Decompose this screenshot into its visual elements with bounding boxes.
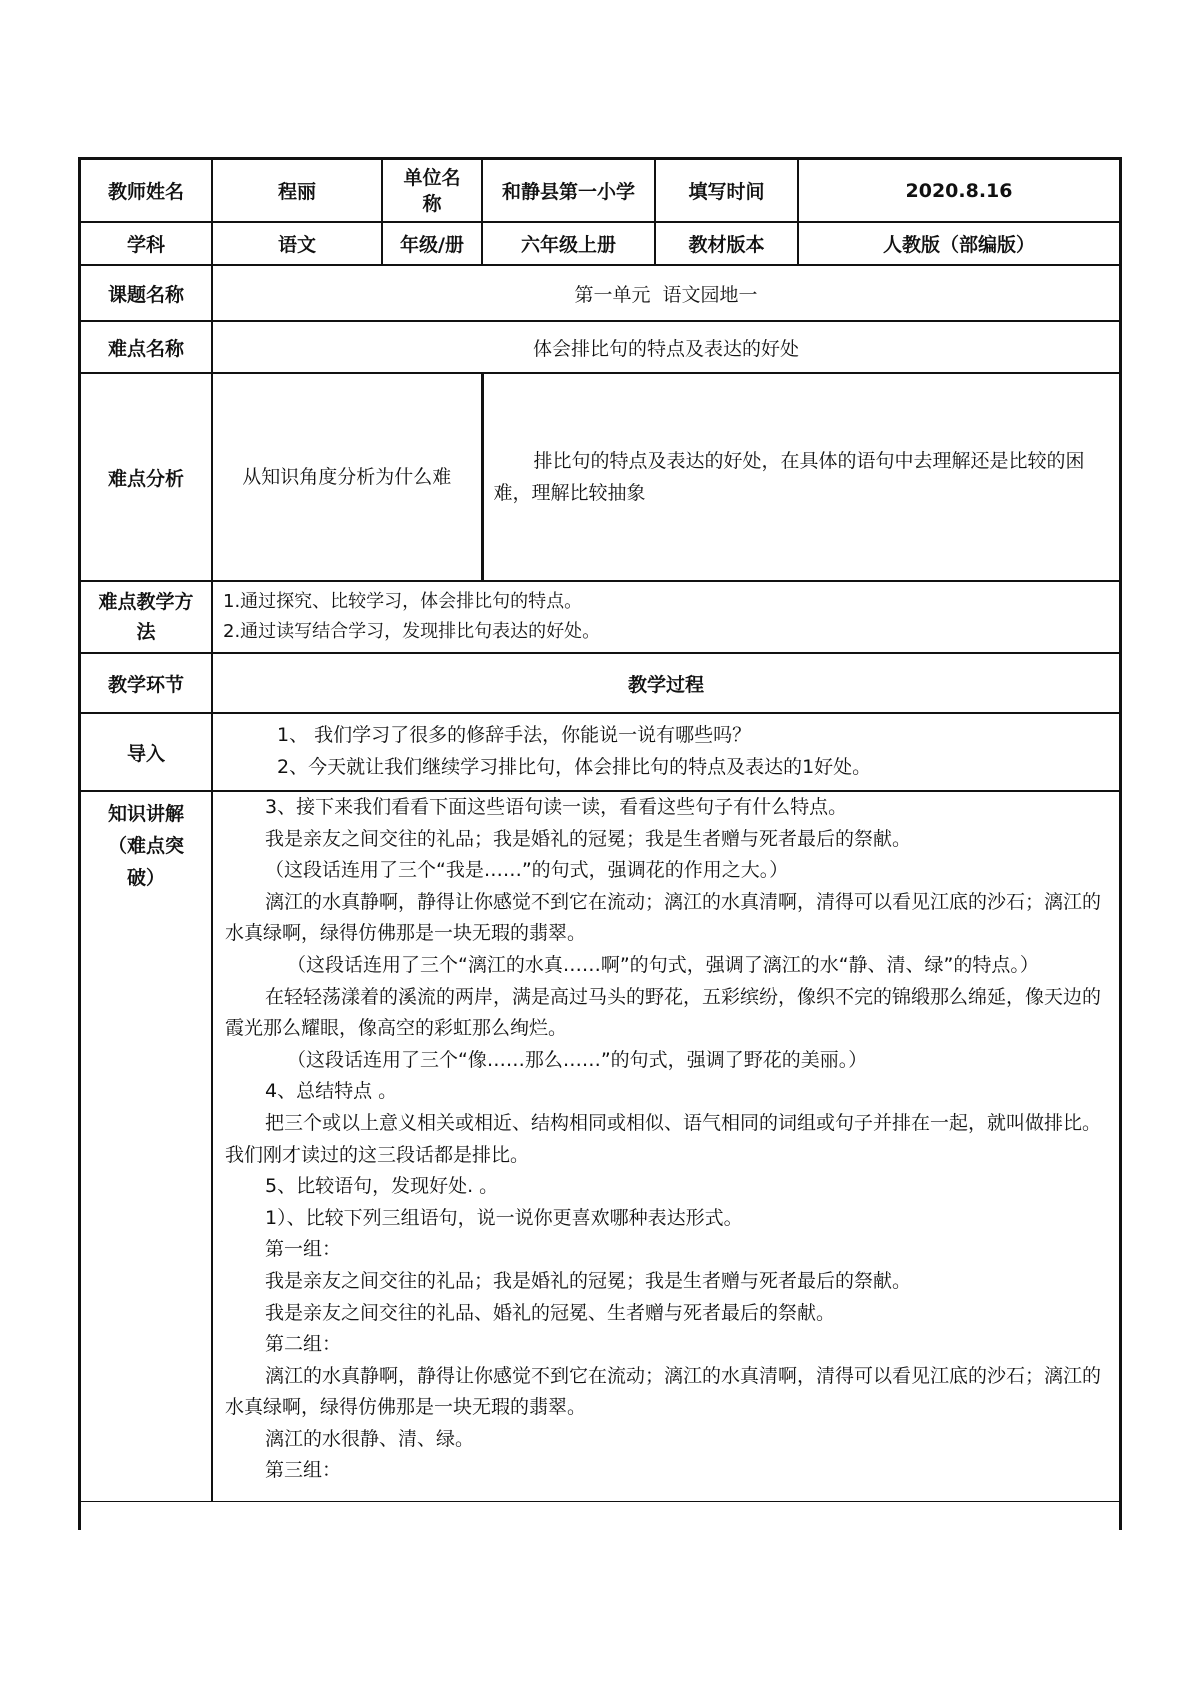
knowledge-line: 漓江的水真静啊，静得让你感觉不到它在流动；漓江的水真清啊，清得可以看见江底的沙石；漓江的水真绿啊，绿得仿佛那是一块无瑕的翡翠。 [225,1364,1102,1419]
analysis-sub-label: 从知识角度分析为什么难 [212,373,482,581]
grade-value: 六年级上册 [482,222,655,265]
knowledge-line: 1）、比较下列三组语句，说一说你更喜欢哪种表达形式。 [265,1206,743,1229]
subject-label: 学科 [81,222,212,265]
topic-label: 课题名称 [81,265,212,321]
method-item-2: 2.通过读写结合学习，发现排比句表达的好处。 [223,621,601,642]
teacher-value: 程丽 [212,160,382,222]
edition-value: 人教版（部编版） [798,222,1119,265]
knowledge-line: 我是亲友之间交往的礼品；我是婚礼的冠冕；我是生者赠与死者最后的祭献。 [265,1269,912,1292]
difficulty-row [81,321,1119,373]
knowledge-line: 在轻轻荡漾着的溪流的两岸，满是高过马头的野花，五彩缤纷，像织不完的锦缎那么绵延，像天边的霞光那么耀眼，像高空的彩虹那么绚烂。 [225,985,1102,1040]
edition-label: 教材版本 [655,222,798,265]
knowledge-label: 知识讲解（难点突破） [81,791,212,1501]
intro-line-1: 1、 我们学习了很多的修辞手法，你能说一说有哪些吗？ [277,724,752,747]
unit-label: 单位名称 [382,160,482,222]
header-row-1 [81,160,1119,222]
intro-label: 导入 [81,713,212,791]
analysis-row [81,373,1119,581]
section-header-row [81,653,1119,713]
section-label: 教学环节 [81,653,212,713]
knowledge-line: 漓江的水很静、清、绿。 [265,1427,475,1450]
knowledge-line: 5、比较语句，发现好处. 。 [265,1175,499,1198]
method-item-1: 1.通过探究、比较学习，体会排比句的特点。 [223,591,583,612]
knowledge-line: 把三个或以上意义相关或相近、结构相同或相似、语气相同的词组或句子并排在一起，就叫做排比。我们刚才读过的这三段话都是排比。 [225,1111,1102,1166]
subject-value: 语文 [212,222,382,265]
topic-row [81,265,1119,321]
lesson-plan-table [78,157,1122,1530]
intro-content [212,713,1119,791]
teacher-label: 教师姓名 [81,160,212,222]
date-label: 填写时间 [655,160,798,222]
header-row-2 [81,222,1119,265]
knowledge-line: （这段话连用了三个“我是……”的句式，强调花的作用之大。） [265,859,789,882]
analysis-text: 排比句的特点及表达的好处，在具体的语句中去理解还是比较的困难，理解比较抽象 [482,373,1119,581]
knowledge-line: 4、总结特点 。 [265,1080,398,1103]
grade-label: 年级/册 [382,222,482,265]
analysis-label: 难点分析 [81,373,212,581]
unit-value: 和静县第一小学 [482,160,655,222]
knowledge-row [81,791,1119,1501]
intro-line-2: 2、今天就让我们继续学习排比句，体会排比句的特点及表达的1好处。 [277,756,872,778]
knowledge-line: 我是亲友之间交往的礼品、婚礼的冠冕、生者赠与死者最后的祭献。 [265,1301,836,1324]
knowledge-content [212,791,1119,1501]
method-label: 难点教学方法 [81,581,212,653]
knowledge-line: （这段话连用了三个“像……那么……”的句式，强调了野花的美丽。） [287,1048,868,1071]
knowledge-line: 第二组： [265,1333,342,1356]
method-row [81,581,1119,653]
method-list [212,581,1119,653]
intro-row [81,713,1119,791]
section-value: 教学过程 [212,653,1119,713]
topic-value: 第一单元 语文园地一 [212,265,1119,321]
difficulty-value: 体会排比句的特点及表达的好处 [212,321,1119,373]
knowledge-line: （这段话连用了三个“漓江的水真……啊”的句式，强调了漓江的水“静、清、绿”的特点。） [287,953,1039,976]
difficulty-label: 难点名称 [81,321,212,373]
knowledge-line: 我是亲友之间交往的礼品；我是婚礼的冠冕；我是生者赠与死者最后的祭献。 [265,827,912,850]
knowledge-line: 第三组： [265,1459,342,1482]
date-value: 2020.8.16 [798,160,1119,222]
knowledge-line: 3、接下来我们看看下面这些语句读一读，看看这些句子有什么特点。 [265,796,848,818]
knowledge-line: 漓江的水真静啊，静得让你感觉不到它在流动；漓江的水真清啊，清得可以看见江底的沙石；漓江的水真绿啊，绿得仿佛那是一块无瑕的翡翠。 [225,890,1102,945]
knowledge-line: 第一组： [265,1238,342,1261]
